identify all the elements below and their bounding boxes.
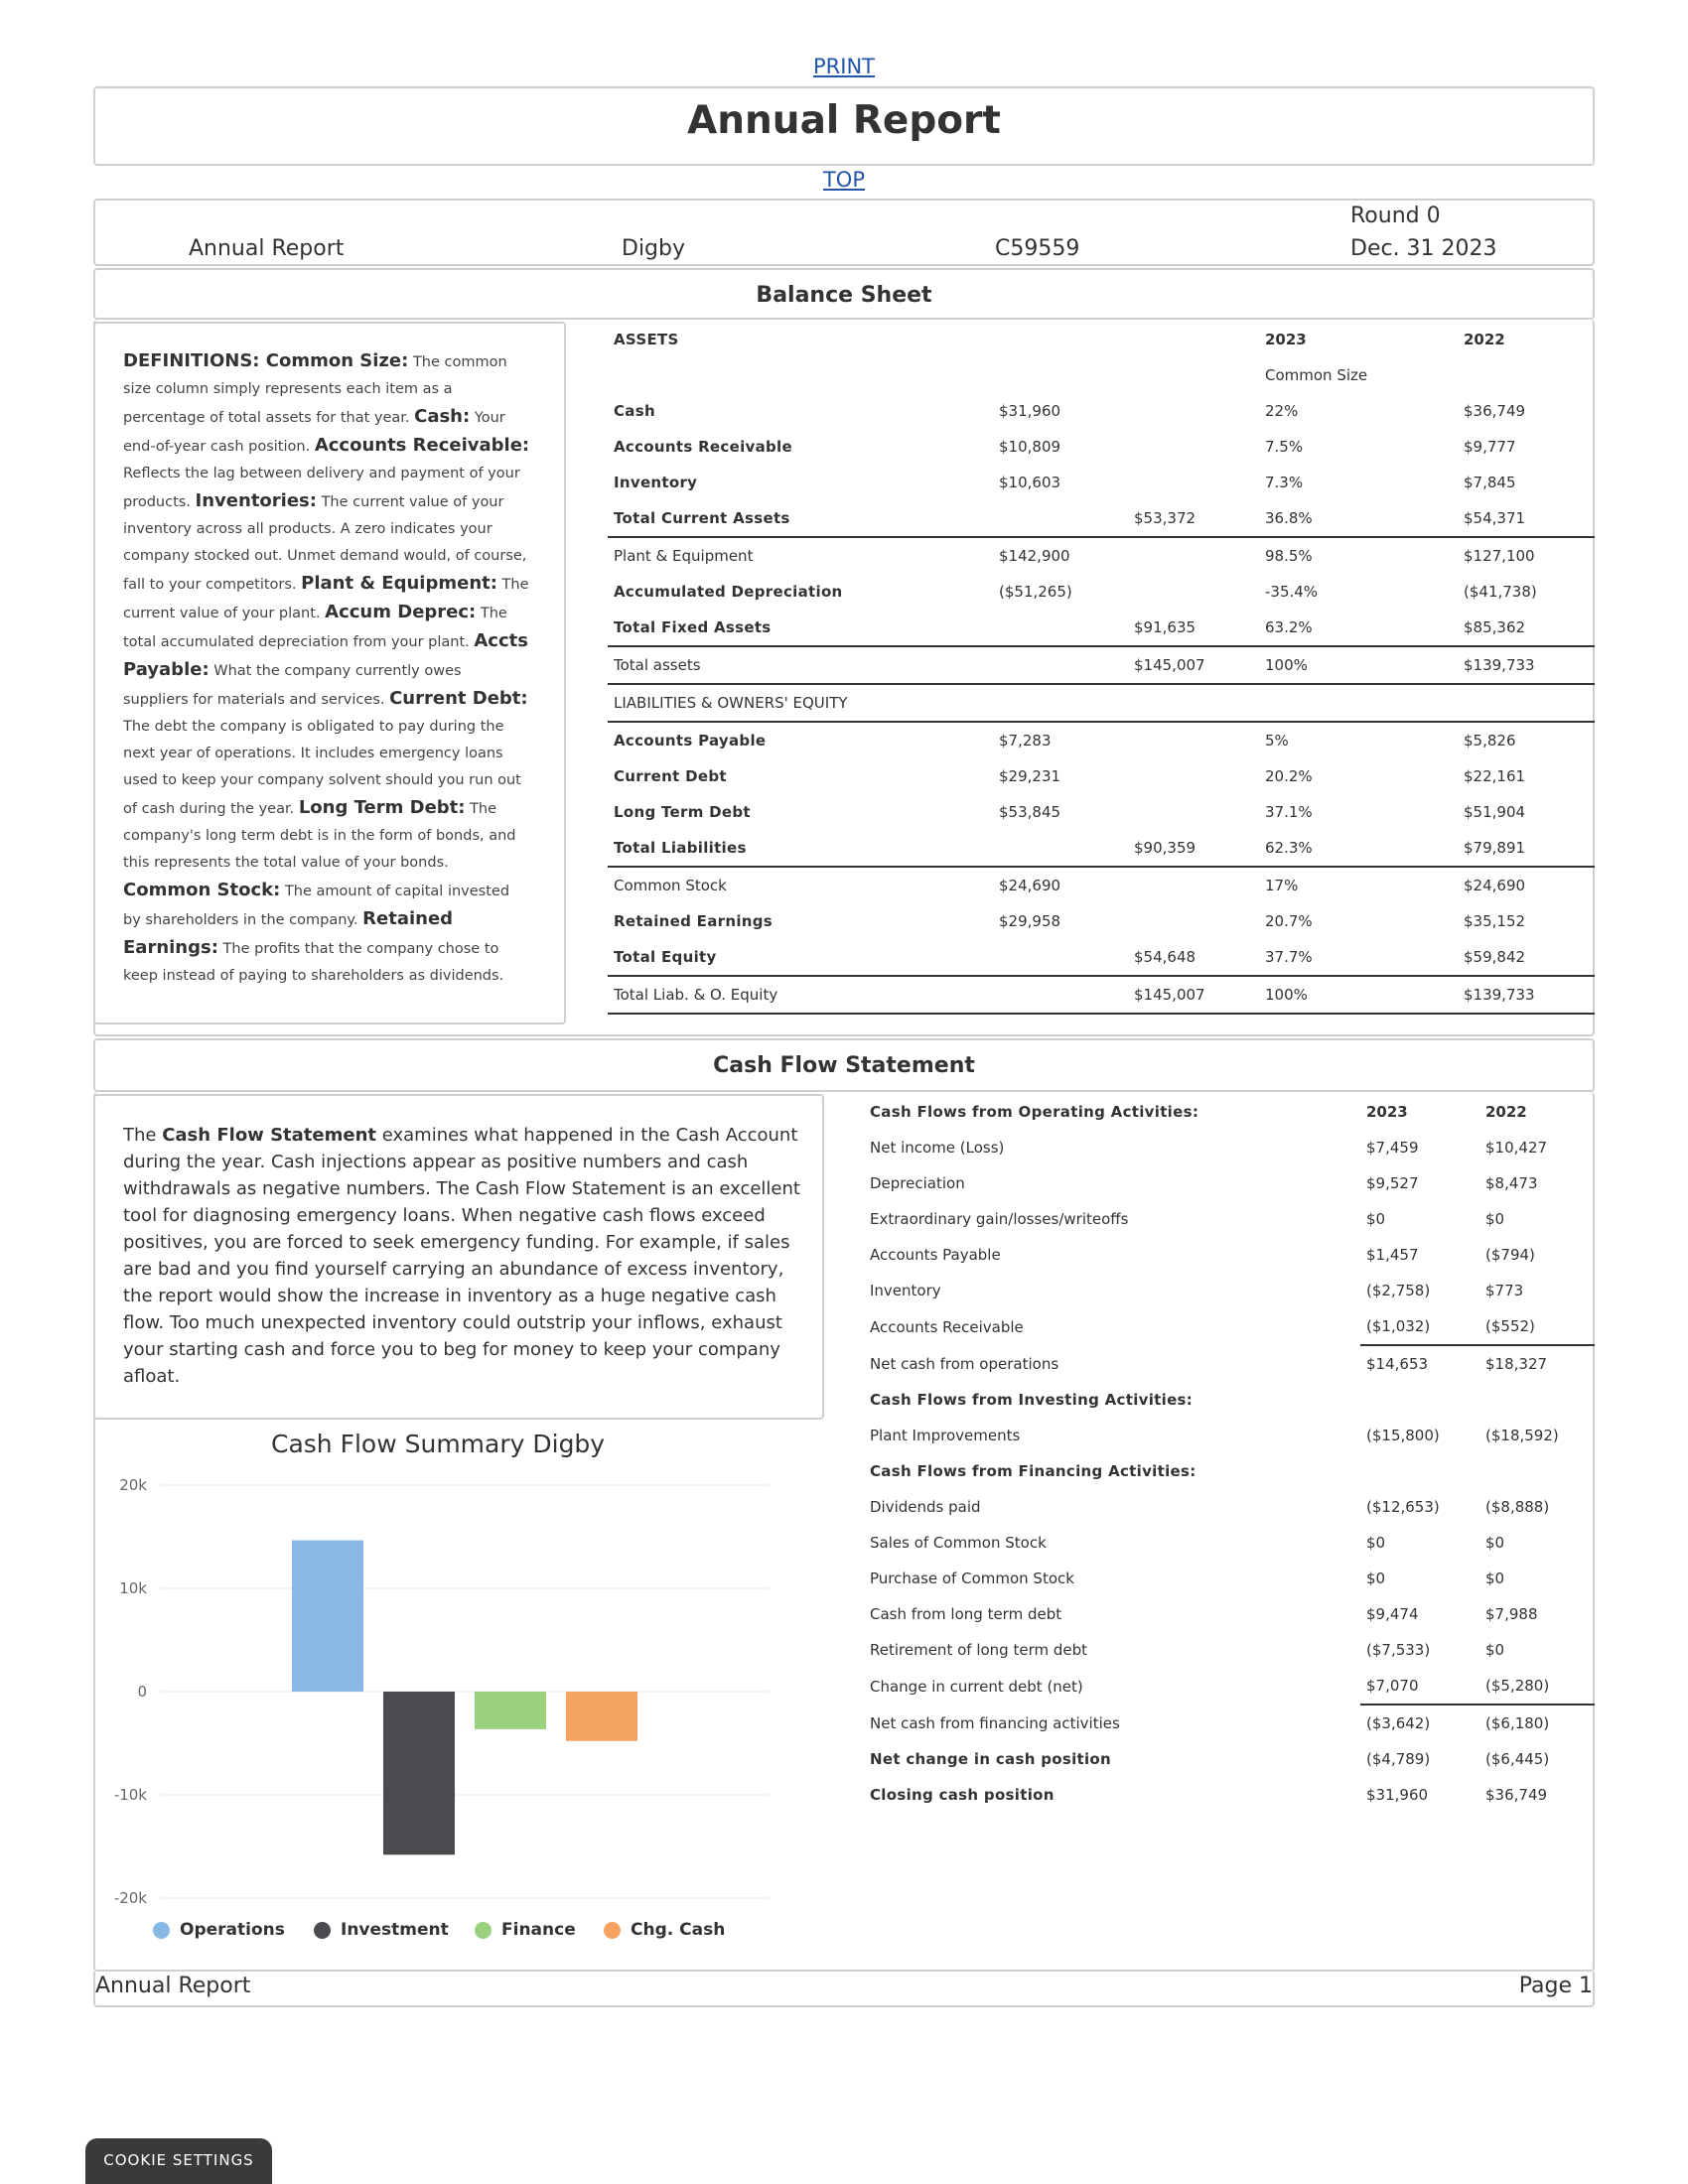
cashflow-cell-label: Cash Flows from Operating Activities: (870, 1103, 1199, 1121)
legend-dot-icon (153, 1922, 170, 1939)
legend-label: Investment (341, 1920, 449, 1940)
balance-cell-prev: $54,371 (1458, 500, 1595, 537)
common-size-label: Common Size (1265, 366, 1368, 384)
definition-term: Accounts Receivable: (314, 435, 530, 456)
intro-post: examines what happened in the Cash Account during the year. Cash injections appear as positive numbers and cash withdrawals as negative numbers. The Cash Flow Statement is an excellent tool for diagnosing emergency loans. When negative cash flows exceed positives, you are forced to seek emergency funding. For example, if sales are bad and you find yourself carrying an abundance of excess inventory, the report would show the increase in inventory as a huge negative cash flow. Too much unexpected inventory could outstrip your inflows, exhaust your starting cash and force you to beg for money to keep your company afloat. (123, 1125, 800, 1387)
balance-cell-cs: 37.7% (1259, 939, 1458, 976)
cashflow-cell-a: ($7,533) (1366, 1641, 1431, 1659)
cashflow-row (864, 1201, 1595, 1237)
print-link-wrap (0, 55, 1688, 78)
cashflow-cell-a (1360, 1382, 1479, 1418)
cashflow-intro-box (93, 1094, 824, 1420)
cashflow-cell-b: ($6,180) (1485, 1714, 1550, 1732)
definition-text: The profits that the company chose to keep instead of paying to shareholders as dividends. (123, 941, 504, 984)
balance-row (608, 646, 1595, 684)
definition-term: Inventories: (195, 490, 317, 511)
balance-cell-label: Inventory (614, 474, 698, 491)
cashflow-row (864, 1705, 1595, 1741)
legend-item[interactable] (314, 1920, 449, 1940)
cashflow-row (864, 1418, 1595, 1453)
balance-row (608, 537, 1595, 574)
cashflow-row (864, 1165, 1595, 1201)
balance-cell-prev: $139,733 (1458, 976, 1595, 1014)
cashflow-cell-b (1479, 1453, 1595, 1489)
balance-cell-label: Total Current Assets (608, 500, 993, 537)
balance-cell-b (1128, 903, 1259, 939)
balance-cell-cs: 100% (1259, 976, 1458, 1014)
bar-chg-cash[interactable] (566, 1692, 637, 1741)
legend-item[interactable] (153, 1920, 285, 1940)
balance-row (608, 758, 1595, 794)
balance-cell-b (1128, 684, 1259, 722)
cashflow-cell-label: Retirement of long term debt (870, 1641, 1088, 1659)
cashflow-cell-label: Cash Flows from Financing Activities: (870, 1462, 1196, 1480)
balance-cell-label: Accounts Receivable (614, 438, 792, 456)
y-tick-label: -10k (113, 1786, 147, 1804)
intro-bold: Cash Flow Statement (162, 1125, 376, 1146)
balance-row (608, 867, 1595, 903)
balance-row (608, 429, 1595, 465)
balance-cell-b: $53,372 (1128, 500, 1259, 537)
balance-cell-a: $10,603 (999, 474, 1061, 491)
definition-term: Accum Deprec: (325, 602, 477, 622)
definition-term: Retained Earnings: (123, 908, 454, 958)
balance-cell-prev: $139,733 (1458, 646, 1595, 684)
y-tick-label: 20k (119, 1476, 147, 1494)
balance-cell-a: $10,809 (999, 438, 1061, 456)
cashflow-cell-label: Net change in cash position (870, 1750, 1112, 1768)
balance-cell-b: $91,635 (1128, 610, 1259, 646)
balance-cell-a: ($51,265) (999, 583, 1072, 601)
cashflow-cell-a: $14,653 (1366, 1355, 1429, 1373)
balance-cell-b: $54,648 (1128, 939, 1259, 976)
balance-cell-prev: $51,904 (1464, 803, 1526, 821)
balance-cell-cs: 62.3% (1259, 830, 1458, 867)
balance-cell-a: $31,960 (999, 402, 1061, 420)
cashflow-cell-label: Inventory (870, 1282, 941, 1299)
balance-cell-label: Accounts Payable (614, 732, 767, 750)
cashflow-title: Cash Flow Statement (713, 1053, 975, 1078)
cashflow-cell-a: $9,474 (1366, 1605, 1419, 1623)
y-tick-label: 10k (119, 1579, 147, 1597)
balance-cell-prev: $59,842 (1458, 939, 1595, 976)
balance-cell-cs: 5% (1265, 732, 1289, 750)
definition-term: Current Debt: (389, 688, 528, 709)
balance-row (608, 976, 1595, 1014)
balance-cell-label: Long Term Debt (614, 803, 751, 821)
balance-row (608, 684, 1595, 722)
balance-cell-prev: $7,845 (1464, 474, 1516, 491)
balance-cell-label: Cash (614, 402, 655, 420)
definition-text: The current value of your plant. (123, 577, 529, 621)
header-report: Annual Report (189, 236, 345, 261)
cashflow-cell-label: Depreciation (870, 1174, 965, 1192)
balance-cell-a: $142,900 (999, 547, 1070, 565)
balance-cell-cs: -35.4% (1265, 583, 1319, 601)
balance-cell-b (1128, 758, 1259, 794)
balance-cell-cs: 36.8% (1259, 500, 1458, 537)
cashflow-row (864, 1777, 1595, 1813)
definitions-box (93, 322, 566, 1024)
balance-row (608, 903, 1595, 939)
balance-cell-prev: $5,826 (1464, 732, 1516, 750)
balance-cell-cs: 22% (1265, 402, 1299, 420)
cashflow-row (864, 1632, 1595, 1668)
cashflow-cell-b: ($18,592) (1485, 1427, 1559, 1444)
cashflow-row (864, 1273, 1595, 1308)
bar-operations[interactable] (292, 1541, 363, 1692)
legend-label: Finance (501, 1920, 576, 1940)
header-date: Dec. 31 2023 (1350, 236, 1497, 261)
balance-cell-a (993, 684, 1128, 722)
balance-cell-label: Current Debt (614, 767, 727, 785)
balance-cell-prev: $85,362 (1458, 610, 1595, 646)
balance-title-box (93, 268, 1595, 320)
balance-cell-prev: $22,161 (1464, 767, 1526, 785)
cashflow-table (864, 1094, 1595, 1813)
header-id: C59559 (995, 236, 1080, 261)
cashflow-cell-b: $10,427 (1485, 1139, 1548, 1157)
balance-cell-a: $29,231 (999, 767, 1061, 785)
cashflow-cell-a: $0 (1366, 1570, 1386, 1587)
balance-cell-b (1128, 794, 1259, 830)
print-link[interactable]: PRINT (813, 55, 875, 78)
cashflow-cell-a: 2023 (1366, 1103, 1408, 1121)
cashflow-cell-b: 2022 (1485, 1103, 1527, 1121)
balance-cell-label: Common Stock (614, 877, 727, 894)
cashflow-cell-b: $0 (1485, 1641, 1505, 1659)
definition-text: The current value of your inventory across all products. A zero indicates your company stocked out. Unmet demand would, of course, fall to your competitors. (123, 494, 527, 593)
cashflow-row (864, 1596, 1595, 1632)
legend-label: Operations (180, 1920, 285, 1940)
balance-title: Balance Sheet (756, 283, 932, 308)
balance-cell-b (1128, 465, 1259, 500)
cashflow-cell-b: ($552) (1479, 1308, 1595, 1345)
y-tick-label: -20k (113, 1889, 147, 1907)
balance-cell-a (993, 646, 1128, 684)
definition-term: Common Stock: (123, 880, 281, 900)
footer-left: Annual Report (95, 1974, 251, 1998)
cashflow-title-box (93, 1038, 1595, 1092)
intro-pre: The (123, 1125, 163, 1146)
chart-title: Cash Flow Summary Digby (271, 1430, 606, 1458)
cashflow-cell-label: Net cash from financing activities (870, 1713, 1120, 1732)
balance-cell-cs: 63.2% (1259, 610, 1458, 646)
legend-dot-icon (314, 1922, 331, 1939)
cashflow-cell-label: Accounts Payable (870, 1246, 1001, 1264)
balance-cell-prev: ($41,738) (1464, 583, 1537, 601)
cashflow-intro (123, 1122, 808, 1390)
y-tick-label: 0 (137, 1683, 147, 1701)
balance-cell-prev (1458, 684, 1595, 722)
definition-term: Plant & Equipment: (301, 573, 497, 594)
definition-text: The amount of capital invested by shareholders in the company. (123, 884, 510, 928)
balance-cell-a: $53,845 (999, 803, 1061, 821)
cashflow-cell-a: $0 (1366, 1534, 1386, 1552)
definition-text: Reflects the lag between delivery and payment of your products. (123, 466, 520, 510)
balance-cell-label: Total Equity (608, 939, 993, 976)
col-2023: 2023 (1265, 331, 1307, 348)
title-box (93, 86, 1595, 166)
footer-page: Page 1 (1518, 1974, 1593, 1998)
balance-cell-a (993, 939, 1128, 976)
cashflow-cell-label: Net cash from operations (870, 1354, 1059, 1373)
balance-row (608, 465, 1595, 500)
balance-cell-a: $24,690 (999, 877, 1061, 894)
balance-cell-cs: 20.7% (1265, 912, 1313, 930)
definition-text: The total accumulated depreciation from your plant. (123, 606, 507, 650)
balance-cell-cs: 37.1% (1265, 803, 1313, 821)
legend-dot-icon (475, 1922, 492, 1939)
cashflow-cell-label: Change in current debt (net) (870, 1677, 1083, 1696)
cashflow-cell-b: $0 (1485, 1534, 1505, 1552)
cashflow-row (864, 1094, 1595, 1130)
top-link-wrap (0, 168, 1688, 192)
cashflow-cell-label: Accounts Receivable (870, 1317, 1024, 1336)
cashflow-cell-b: $36,749 (1485, 1786, 1548, 1804)
balance-row (608, 830, 1595, 867)
cashflow-cell-a: $0 (1366, 1210, 1386, 1228)
balance-cell-a (993, 830, 1128, 867)
legend-item[interactable] (604, 1920, 725, 1940)
balance-row (608, 939, 1595, 976)
cashflow-cell-a: $7,070 (1360, 1668, 1479, 1705)
cashflow-cell-a: $31,960 (1366, 1786, 1429, 1804)
cashflow-cell-a: ($12,653) (1366, 1498, 1440, 1516)
definition-text: Your end-of-year cash position. (123, 410, 505, 455)
balance-cell-cs: 7.5% (1265, 438, 1304, 456)
balance-table (608, 322, 1595, 1015)
col-2022: 2022 (1464, 331, 1505, 348)
balance-cell-b: $145,007 (1128, 976, 1259, 1014)
cashflow-row (864, 1382, 1595, 1418)
balance-cell-b: $145,007 (1128, 646, 1259, 684)
cookie-settings-button[interactable]: COOKIE SETTINGS (85, 2138, 272, 2184)
balance-row (608, 393, 1595, 429)
cashflow-chart (93, 1469, 788, 1946)
balance-cell-label: Accumulated Depreciation (614, 583, 843, 601)
balance-cell-label: Total Fixed Assets (608, 610, 993, 646)
balance-cell-a (993, 976, 1128, 1014)
cashflow-cell-a: ($15,800) (1366, 1427, 1440, 1444)
cashflow-row (864, 1561, 1595, 1596)
balance-row (608, 722, 1595, 758)
balance-cell-cs: 17% (1265, 877, 1299, 894)
balance-cell-b (1128, 429, 1259, 465)
assets-label: ASSETS (614, 331, 679, 348)
balance-cell-a: $29,958 (999, 912, 1061, 930)
balance-cell-prev: $127,100 (1464, 547, 1535, 565)
cashflow-cell-b: ($5,280) (1479, 1668, 1595, 1705)
cashflow-cell-a: ($4,789) (1366, 1750, 1431, 1768)
cashflow-cell-b: $0 (1485, 1570, 1505, 1587)
cashflow-cell-a: $9,527 (1366, 1174, 1419, 1192)
cashflow-cell-b: $0 (1485, 1210, 1505, 1228)
cashflow-cell-b: ($794) (1485, 1246, 1535, 1264)
balance-row (608, 794, 1595, 830)
balance-cell-b (1128, 574, 1259, 610)
cashflow-cell-label: Extraordinary gain/losses/writeoffs (870, 1210, 1129, 1228)
balance-cell-label: LIABILITIES & OWNERS' EQUITY (608, 684, 993, 722)
balance-cell-label: Plant & Equipment (614, 547, 754, 565)
cashflow-cell-a: ($1,032) (1360, 1308, 1479, 1345)
balance-cell-label: Total Liab. & O. Equity (608, 976, 993, 1014)
bar-investment[interactable] (383, 1692, 455, 1854)
balance-cell-b (1128, 867, 1259, 903)
cashflow-cell-a: $7,459 (1366, 1139, 1419, 1157)
balance-cell-prev: $79,891 (1458, 830, 1595, 867)
cashflow-cell-label: Cash from long term debt (870, 1605, 1062, 1623)
balance-cell-b (1128, 537, 1259, 574)
header-round: Round 0 (1350, 204, 1441, 228)
cashflow-row (864, 1130, 1595, 1165)
top-link[interactable]: TOP (822, 168, 866, 192)
legend-label: Chg. Cash (631, 1920, 726, 1940)
legend-item[interactable] (475, 1920, 576, 1940)
balance-cell-label: Retained Earnings (614, 912, 773, 930)
cashflow-row (864, 1489, 1595, 1525)
cashflow-cell-label: Cash Flows from Investing Activities: (870, 1391, 1194, 1409)
balance-cell-a (993, 500, 1128, 537)
cashflow-cell-b (1479, 1382, 1595, 1418)
balance-row (608, 574, 1595, 610)
balance-cell-cs (1259, 684, 1458, 722)
cashflow-cell-label: Plant Improvements (870, 1427, 1021, 1444)
balance-cell-prev: $9,777 (1464, 438, 1516, 456)
definition-text: The common size column simply represents each item as a percentage of total assets for that year. (123, 354, 507, 426)
balance-cell-prev: $35,152 (1464, 912, 1526, 930)
balance-cell-cs: 7.3% (1265, 474, 1304, 491)
cashflow-cell-label: Purchase of Common Stock (870, 1570, 1074, 1587)
page-title: Annual Report (687, 98, 1001, 143)
cashflow-cell-b: $18,327 (1485, 1355, 1548, 1373)
balance-cell-prev: $36,749 (1464, 402, 1526, 420)
header-company: Digby (622, 236, 686, 261)
definition-term: Cash: (414, 406, 471, 427)
footer (93, 1972, 1595, 2007)
cashflow-cell-b: ($8,888) (1485, 1498, 1550, 1516)
definition-term: Accts Payable: (123, 630, 528, 680)
cashflow-row (864, 1237, 1595, 1273)
cashflow-cell-label: Closing cash position (870, 1786, 1055, 1804)
common-size-row (608, 357, 1595, 393)
cashflow-cell-a (1360, 1453, 1479, 1489)
balance-cell-b (1128, 393, 1259, 429)
cashflow-row (864, 1345, 1595, 1382)
cashflow-row (864, 1308, 1595, 1345)
balance-cell-prev: $24,690 (1464, 877, 1526, 894)
cashflow-row (864, 1453, 1595, 1489)
balance-row (608, 500, 1595, 537)
balance-cell-b: $90,359 (1128, 830, 1259, 867)
balance-cell-a (993, 610, 1128, 646)
balance-row (608, 610, 1595, 646)
cashflow-cell-a: ($2,758) (1366, 1282, 1431, 1299)
cashflow-cell-label: Net income (Loss) (870, 1139, 1005, 1157)
balance-cell-label: Total assets (608, 646, 993, 684)
definitions-text (123, 347, 530, 990)
balance-cell-a: $7,283 (999, 732, 1052, 750)
cashflow-cell-a: ($3,642) (1366, 1714, 1431, 1732)
cashflow-cell-a: $1,457 (1366, 1246, 1419, 1264)
balance-cell-b (1128, 722, 1259, 758)
bar-finance[interactable] (475, 1692, 546, 1729)
cashflow-row (864, 1741, 1595, 1777)
cashflow-cell-label: Dividends paid (870, 1498, 981, 1516)
cashflow-cell-b: $8,473 (1485, 1174, 1538, 1192)
balance-cell-cs: 98.5% (1265, 547, 1313, 565)
balance-cell-cs: 100% (1259, 646, 1458, 684)
definition-term: Long Term Debt: (298, 797, 466, 818)
cashflow-cell-b: $773 (1485, 1282, 1524, 1299)
definition-text: What the company currently owes suppliers for materials and services. (123, 663, 462, 708)
cashflow-row (864, 1668, 1595, 1705)
balance-header-row (608, 322, 1595, 357)
cashflow-cell-label: Sales of Common Stock (870, 1534, 1047, 1552)
definition-text: The debt the company is obligated to pay during the next year of operations. It includes emergency loans used to keep your company solvent should you run out of cash during the year. (123, 719, 521, 817)
definition-text: The company's long term debt is in the form of bonds, and this represents the total value of your bonds. (123, 801, 516, 871)
legend-dot-icon (604, 1922, 621, 1939)
definition-term: DEFINITIONS: Common Size: (123, 350, 409, 371)
cashflow-cell-b: ($6,445) (1485, 1750, 1550, 1768)
cashflow-cell-b: $7,988 (1485, 1605, 1538, 1623)
cashflow-row (864, 1525, 1595, 1561)
balance-cell-cs: 20.2% (1265, 767, 1313, 785)
balance-cell-label: Total Liabilities (608, 830, 993, 867)
report-header (93, 199, 1595, 266)
